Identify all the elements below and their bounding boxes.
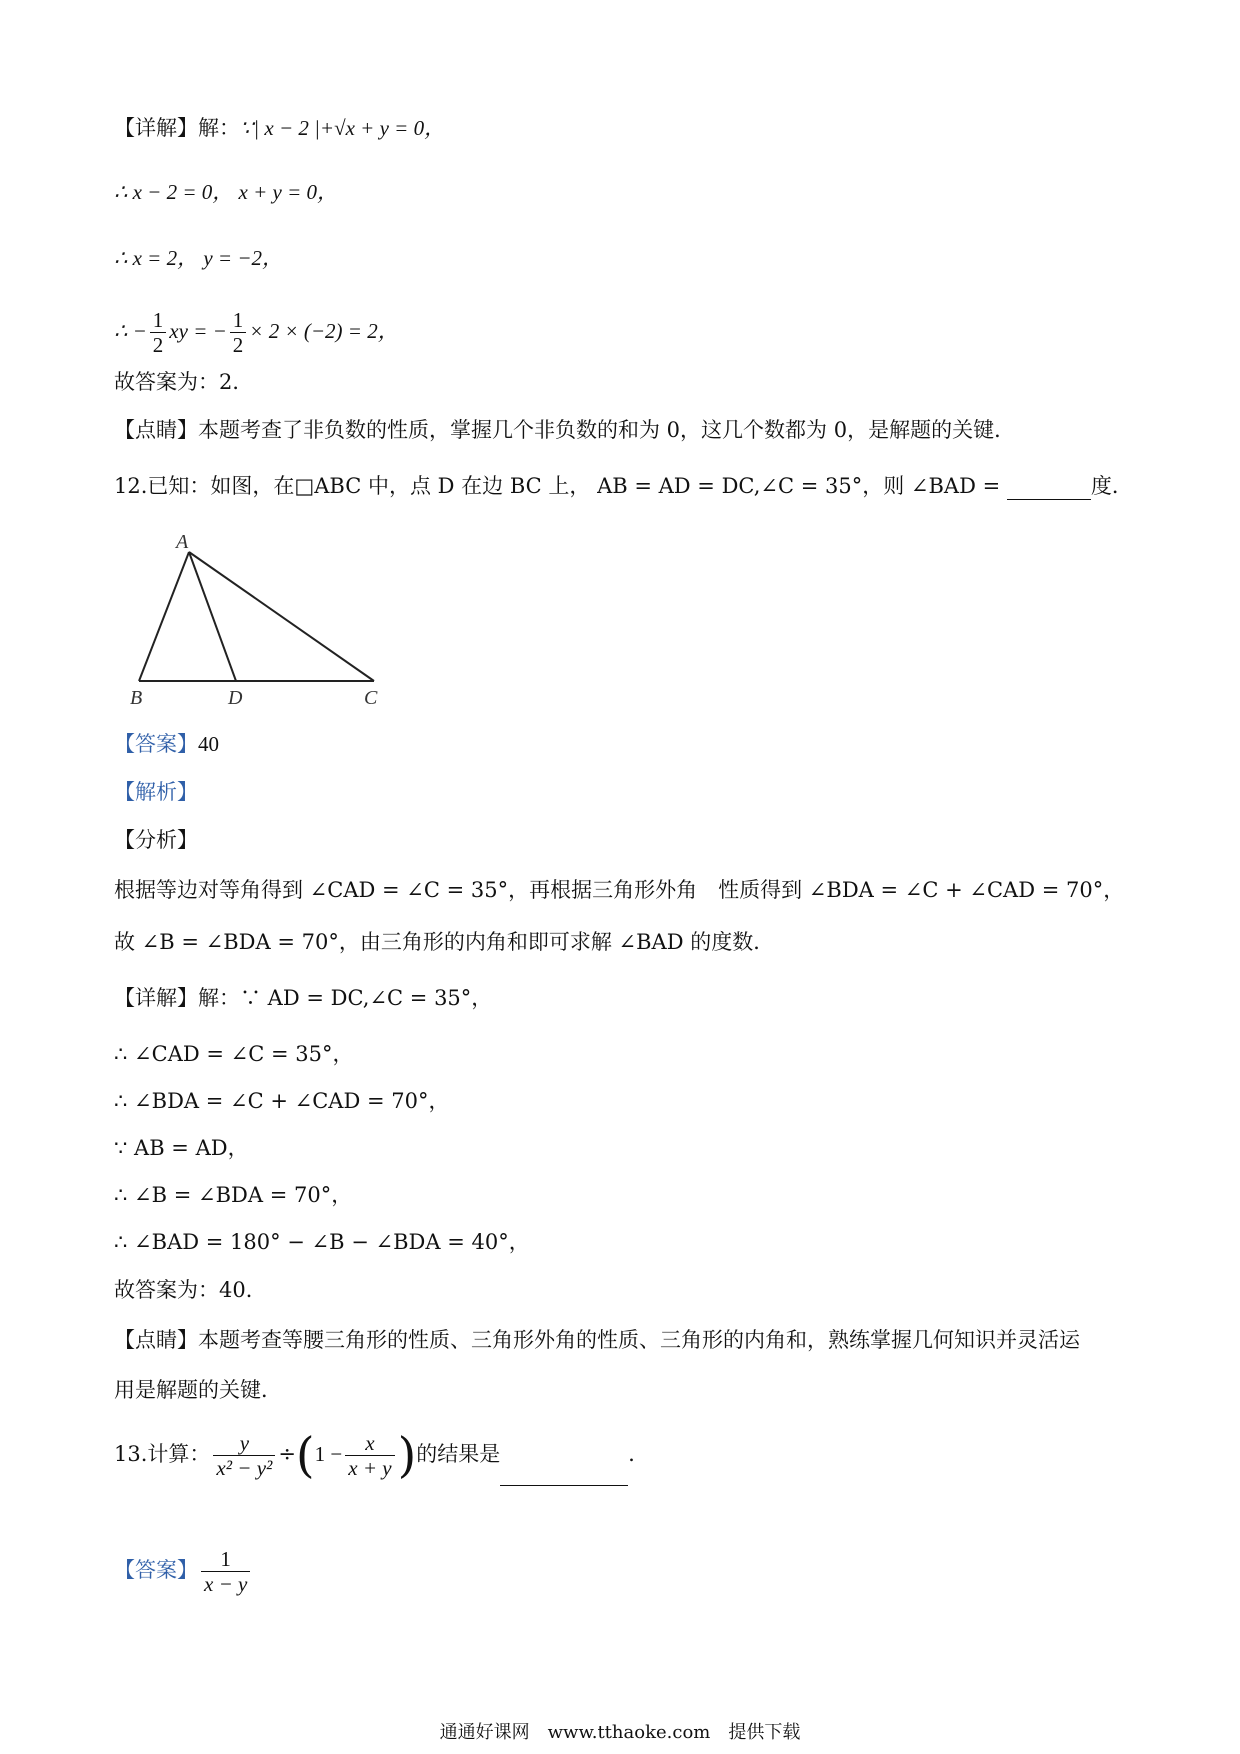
q11-detail-line <box>114 114 445 142</box>
q11-frac-num-b: 1 <box>230 308 247 333</box>
q11-step1: ∴ x − 2 = 0， x + y = 0， <box>114 180 339 204</box>
q11-step3-prefix: ∴ − <box>114 319 147 344</box>
q13-answer-den: x − y <box>204 1572 248 1596</box>
q13-answer-label: 【答案】 <box>114 1558 198 1582</box>
segment-ab <box>139 552 189 681</box>
q12-comment-label: 【点睛】 <box>114 1328 198 1352</box>
q12-analysis-label: 【解析】 <box>114 780 198 804</box>
q11-comment-text: 本题考查了非负数的性质，掌握几个非负数的和为 0，这几个数都为 0，是解题的关键． <box>198 418 1016 442</box>
q13-suffix: 的结果是 <box>416 1442 501 1466</box>
q12-step: ∴ ∠BAD = 180° − ∠B − ∠BDA = 40°， <box>114 1230 530 1254</box>
q11-step3-end: × 2 × (−2) = 2， <box>249 319 399 344</box>
q12-answer-blank <box>1007 477 1091 500</box>
q11-fraction-a <box>150 308 167 357</box>
segment-ad <box>189 552 236 681</box>
q13-answer-blank <box>500 1463 628 1486</box>
q12-fenxi-label: 【分析】 <box>114 828 198 852</box>
q11-comment <box>114 416 1015 444</box>
q13-paren-open: ( <box>295 1427 315 1484</box>
q13-fraction-2 <box>345 1431 394 1480</box>
q12-fenxi-line2: 故 ∠B = ∠BDA = 70°，由三角形的内角和即可求解 ∠BAD 的度数． <box>114 930 775 954</box>
q11-frac-den-b: 2 <box>232 333 244 358</box>
q11-frac-num-a: 1 <box>150 308 167 333</box>
q12-step: ∵ AB = AD， <box>114 1136 249 1160</box>
label-d: D <box>228 687 243 709</box>
q13-div: ÷ <box>278 1442 296 1466</box>
q13-question <box>114 1424 649 1486</box>
q11-step2: ∴ x = 2， y = −2， <box>114 246 284 270</box>
q13-prefix: 13.计算： <box>114 1442 211 1466</box>
segment-ac <box>189 552 374 681</box>
q13-frac1-den: x² − y² <box>216 1456 273 1480</box>
q12-answer-value: 40 <box>198 732 219 756</box>
q13-frac1-num: y <box>213 1431 275 1456</box>
q12-comment-line2: 用是解题的关键． <box>114 1378 282 1402</box>
q12-step: ∴ ∠CAD = ∠C = 35°， <box>114 1042 354 1066</box>
q12-step: ∴ ∠BDA = ∠C + ∠CAD = 70°， <box>114 1089 450 1113</box>
label-a: A <box>176 531 189 553</box>
q12-detail-label: 【详解】 <box>114 986 198 1010</box>
q12-detail <box>114 984 492 1012</box>
q11-fraction-b <box>230 308 247 357</box>
q11-detail-label: 【详解】 <box>114 116 198 140</box>
triangle-figure <box>120 530 400 710</box>
q12-question <box>114 472 1133 500</box>
q12-detail-line1: 解：∵ AD = DC,∠C = 35°， <box>198 986 493 1010</box>
q11-frac-den-a: 2 <box>152 333 164 358</box>
q13-fraction-1 <box>213 1431 275 1480</box>
q13-frac2-num: x <box>345 1431 394 1456</box>
q12-step: ∴ ∠B = ∠BDA = 70°， <box>114 1183 353 1207</box>
q13-answer-fraction <box>201 1547 250 1596</box>
q11-answer-text: 故答案为：2． <box>114 370 254 394</box>
q12-question-text: 12.已知：如图，在□ABC 中，点 D 在边 BC 上， AB = AD = DC,∠C = 35°，则 ∠BAD = <box>114 474 1007 498</box>
q13-answer <box>114 1538 253 1602</box>
q12-answer-label: 【答案】 <box>114 732 198 756</box>
q13-one-minus: 1 − <box>314 1442 343 1466</box>
q11-detail-intro: 解： <box>198 116 240 140</box>
q11-comment-label: 【点睛】 <box>114 418 198 442</box>
q12-question-end: 度． <box>1090 474 1133 498</box>
q13-answer-num: 1 <box>201 1547 250 1572</box>
q11-step3 <box>114 308 399 357</box>
q12-answer-text: 故答案为：40． <box>114 1278 267 1302</box>
q13-end: ． <box>628 1442 650 1466</box>
q12-comment <box>114 1326 1080 1354</box>
q12-fenxi-line1: 根据等边对等角得到 ∠CAD = ∠C = 35°，再根据三角形外角 性质得到 ∠BDA = ∠C + ∠CAD = 70°， <box>114 878 1125 902</box>
q11-step3-mid: xy = − <box>169 319 227 344</box>
label-c: C <box>364 687 378 709</box>
page-footer: 通通好课网 www.tthaoke.com 提供下载 <box>439 1722 801 1743</box>
q12-comment-line1: 本题考查等腰三角形的性质、三角形外角的性质、三角形的内角和，熟练掌握几何知识并灵活运 <box>198 1328 1080 1352</box>
q13-paren-close: ) <box>397 1427 417 1484</box>
label-b: B <box>130 687 143 709</box>
q12-answer <box>114 730 219 758</box>
q13-frac2-den: x + y <box>348 1456 392 1480</box>
q11-step0: ∵| x − 2 |+√x + y = 0， <box>240 116 446 140</box>
